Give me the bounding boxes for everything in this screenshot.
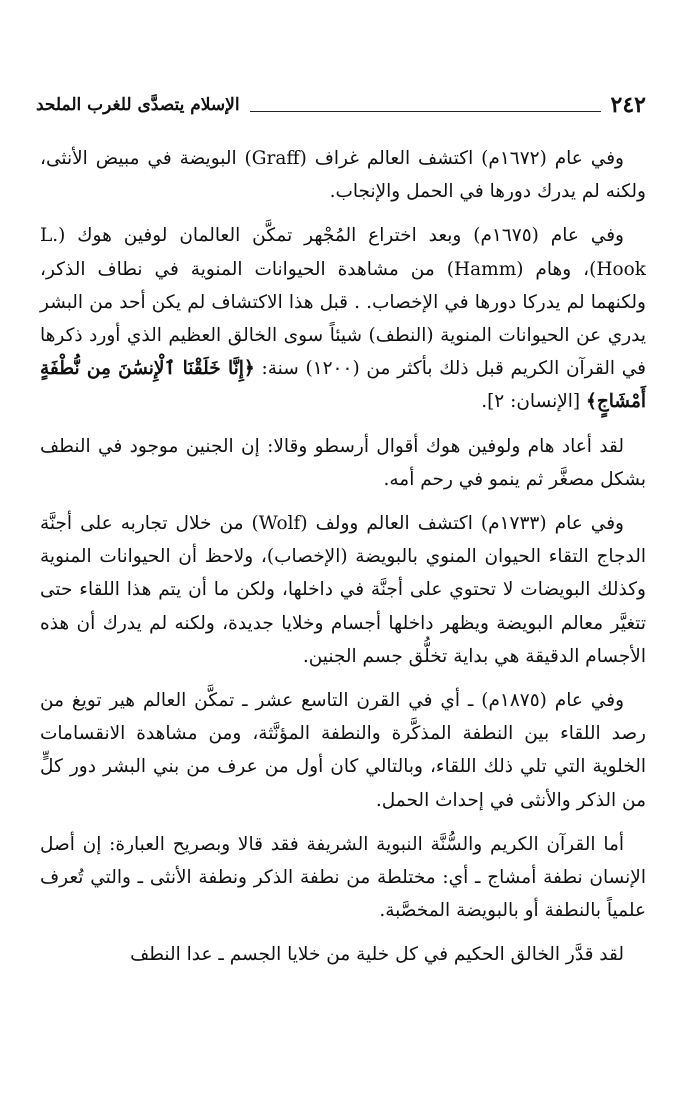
paragraph-4: وفي عام (١٧٣٣م) اكتشف العالم وولف (Wolf) من خلال تجاربه على أجنَّة الدجاج التقاء الحيوان المنوي بالبويضة (الإخصاب)، ولاحظ أن الحيوانات المنوية وكذلك البويضات لا تحتوي على أجنَّة في داخلها، ولكن ما أن يتم هذا اللقاء حتى تتغيَّر معالم البويضة ويظهر داخلها أجسام وخلايا جديدة، ولكنه لم يدرك أن هذه الأجسام الدقيقة هي بداية تخلُّق جسم الجنين. <box>40 513 646 667</box>
body-text <box>40 142 646 983</box>
page-header <box>36 88 646 118</box>
paragraph-6: أما القرآن الكريم والسُّنَّة النبوية الشريفة فقد قالا وبصريح العبارة: إن أصل الإنسان نطفة أمشاج ـ أي: مختلطة من نطفة الذكر ونطفة الأنثى ـ والتي تُعرف علمياً بالنطفة أو بالبويضة المخصَّبة. <box>40 833 646 922</box>
header-rule <box>250 111 601 112</box>
verse-citation: [الإنسان: ٢]. <box>481 391 587 413</box>
quran-verse: ﴿إِنَّا خَلَقْنَا ٱلْإِنسَٰنَ مِن نُّطْفَةٍ أَمْشَاجٍ﴾ <box>40 358 646 413</box>
running-title: الإسلام يتصدَّى للغرب الملحد <box>36 95 240 115</box>
paragraph-1: وفي عام (١٦٧٢م) اكتشف العالم غراف (Graff) البويضة في مبيض الأنثى، ولكنه لم يدرك دورها في الحمل والإنجاب. <box>40 148 646 203</box>
paragraph-3: لقد أعاد هام ولوفين هوك أقوال أرسطو وقالا: إن الجنين موجود في النطف بشكل مصغَّر ثم ينمو في رحم أمه. <box>40 435 646 490</box>
paragraph-2 <box>40 219 646 418</box>
paragraph-2-text: وفي عام (١٦٧٥م) وبعد اختراع المُجْهر تمكَّن العالمان لوفين هوك (L. Hook)، وهام (Hamm) من مشاهدة الحيوانات المنوية في نطاف الذكر، ولكنهما لم يدركا دورها في الإخصاب. . قبل هذا الاكتشاف لم يكن أحد من البشر يدري عن الحيوانات المنوية (النطف) شيئاً سوى الخالق العظيم الذي أورد ذكرها في القرآن الكريم قبل ذلك بأكثر من (١٢٠٠) سنة: <box>40 225 647 380</box>
paragraph-7: لقد قدَّر الخالق الحكيم في كل خلية من خلايا الجسم ـ عدا النطف <box>130 944 624 966</box>
page-number: ٢٤٢ <box>610 92 646 118</box>
paragraph-5: وفي عام (١٨٧٥م) ـ أي في القرن التاسع عشر ـ تمكَّن العالم هير تويغ من رصد اللقاء بين النطفة المذكَّرة والنطفة المؤنَّثة، ومن مشاهدة الانقسامات الخلوية التي تلي ذلك اللقاء، وبالتالي كان أول من عرف من بني البشر دور كلٍّ من الذكر والأنثى في إحداث الحمل. <box>40 690 646 811</box>
